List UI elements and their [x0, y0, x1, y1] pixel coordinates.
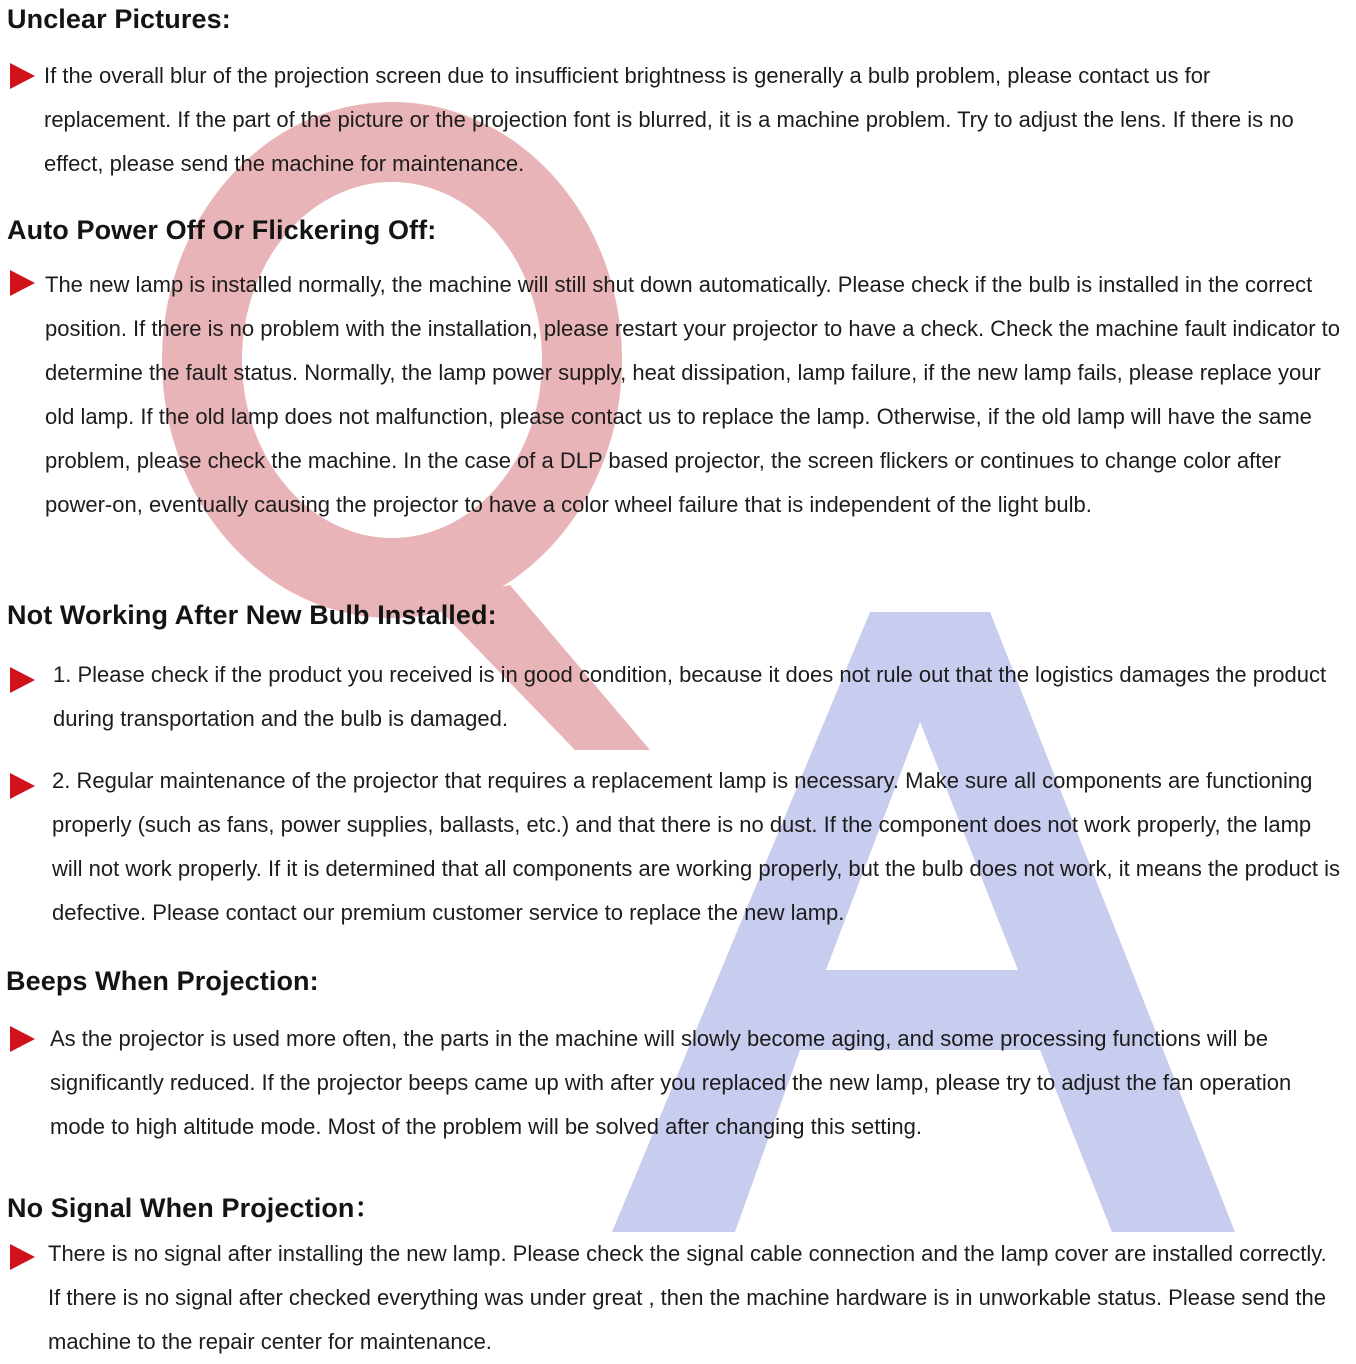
section-item-regular-maintenance: 2. Regular maintenance of the projector that requires a replacement lamp is necessary. Make sure all components are functioning properly (such as fans, power supplies, ballasts, etc.) and that there is no dust. If the component does not work properly, the lamp will not work properly. If it is determined that all components are working properly, but the bulb does not work, it means the product is defective. Please contact our premium customer service to replace the new lamp. — [52, 768, 1341, 925]
red-triangle-bullet-icon — [10, 773, 35, 799]
section-heading-no-signal: No Signal When Projection： — [7, 1193, 382, 1223]
section-body-unclear-pictures: If the overall blur of the projection screen due to insufficient brightness is generally a bulb problem, please contact us for replacement. If the part of the picture or the projection font is blurred, it is a machine problem. Try to adjust the lens. If there is no effect, please send the machine for maintenance. — [44, 63, 1294, 176]
section-body-auto-power-off: The new lamp is installed normally, the machine will still shut down automatically. Please check if the bulb is installed in the correct position. If there is no problem with the installation, please restart your projector to have a check. Check the machine fault indicator to determine the fault status. Normally, the lamp power supply, heat dissipation, lamp failure, if the new lamp fails, please replace your old lamp. If the old lamp does not malfunction, please contact us to replace the lamp. Otherwise, if the old lamp will have the same problem, please check the machine. In the case of a DLP based projector, the screen flickers or continues to change color after power-on, eventually causing the projector to have a color wheel failure that is independent of the light bulb. — [45, 272, 1341, 517]
red-triangle-bullet-icon — [10, 667, 35, 693]
section-heading-not-working: Not Working After New Bulb Installed: — [7, 600, 497, 630]
section-body-no-signal: There is no signal after installing the new lamp. Please check the signal cable connection and the lamp cover are installed correctly. If there is no signal after checked everything was under great , then the machine hardware is in unworkable status. Please send the machine to the repair center for maintenance. — [48, 1241, 1327, 1354]
red-triangle-bullet-icon — [10, 1244, 35, 1270]
red-triangle-bullet-icon — [10, 270, 35, 296]
section-heading-unclear-pictures: Unclear Pictures: — [7, 4, 231, 34]
section-body-beeps: As the projector is used more often, the parts in the machine will slowly become aging, and some processing functions will be significantly reduced. If the projector beeps came up with after you replaced the new lamp, please try to adjust the fan operation mode to high altitude mode. Most of the problem will be solved after changing this setting. — [50, 1026, 1292, 1139]
red-triangle-bullet-icon — [10, 63, 35, 89]
section-item-check-condition: 1. Please check if the product you received is in good condition, because it does not rule out that the logistics damages the product during transportation and the bulb is damaged. — [53, 662, 1327, 731]
red-triangle-bullet-icon — [10, 1026, 35, 1052]
section-heading-auto-power-off: Auto Power Off Or Flickering Off: — [7, 215, 437, 245]
section-heading-beeps: Beeps When Projection: — [6, 966, 319, 996]
